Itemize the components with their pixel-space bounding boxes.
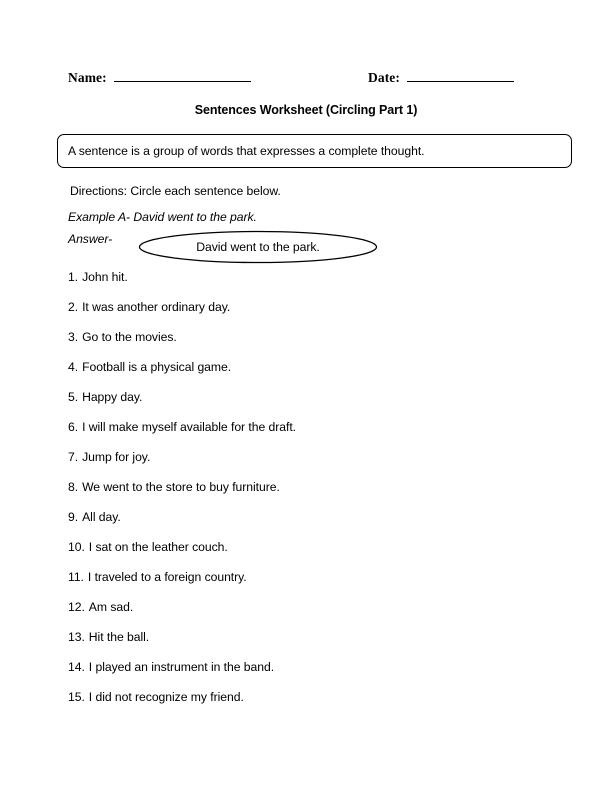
item-text: I sat on the leather couch. [88,540,228,554]
date-label: Date: [368,70,400,85]
answer-label: Answer- [68,232,113,246]
header-fields [0,70,612,92]
list-item[interactable] [68,622,548,652]
list-item[interactable] [68,682,548,712]
item-text: All day. [82,510,121,524]
list-item[interactable] [68,322,548,352]
item-text: It was another ordinary day. [82,300,231,314]
item-number: 14. [68,660,85,674]
item-text: Football is a physical game. [82,360,232,374]
list-item[interactable] [68,592,548,622]
item-text: I traveled to a foreign country. [87,570,247,584]
list-item[interactable] [68,292,548,322]
date-field [368,70,514,86]
item-number: 13. [68,630,85,644]
list-item[interactable] [68,382,548,412]
item-text: Hit the ball. [88,630,150,644]
name-write-line[interactable] [114,70,251,82]
item-number: 3. [68,330,79,344]
item-number: 11. [68,570,84,584]
page-title: Sentences Worksheet (Circling Part 1) [194,103,418,117]
definition-box [57,134,572,168]
item-number: 4. [68,360,79,374]
item-text: I did not recognize my friend. [88,690,244,704]
item-text: I will make myself available for the draft. [82,420,297,434]
list-item[interactable] [68,502,548,532]
name-field [68,70,251,86]
sentence-list [68,262,548,712]
date-write-line[interactable] [407,70,514,82]
list-item[interactable] [68,442,548,472]
name-label: Name: [68,70,107,85]
item-number: 8. [68,480,79,494]
list-item[interactable] [68,412,548,442]
item-number: 7. [68,450,79,464]
item-number: 1. [68,270,79,284]
item-text: John hit. [82,270,128,284]
item-number: 6. [68,420,79,434]
item-text: Go to the movies. [82,330,177,344]
item-number: 9. [68,510,79,524]
definition-text: A sentence is a group of words that expresses a complete thought. [68,144,425,158]
example-prompt: Example A- David went to the park. [68,210,257,224]
example-answer-circle [138,229,378,265]
list-item[interactable] [68,262,548,292]
item-number: 10. [68,540,85,554]
item-text: Am sad. [88,600,134,614]
list-item[interactable] [68,352,548,382]
list-item[interactable] [68,532,548,562]
list-item[interactable] [68,562,548,592]
list-item[interactable] [68,472,548,502]
list-item[interactable] [68,652,548,682]
item-number: 2. [68,300,79,314]
item-text: Happy day. [82,390,143,404]
answer-text: David went to the park. [196,240,320,254]
item-number: 12. [68,600,85,614]
item-number: 15. [68,690,85,704]
item-text: I played an instrument in the band. [88,660,275,674]
directions-text: Directions: Circle each sentence below. [70,184,281,198]
item-text: Jump for joy. [82,450,151,464]
item-number: 5. [68,390,79,404]
item-text: We went to the store to buy furniture. [82,480,280,494]
